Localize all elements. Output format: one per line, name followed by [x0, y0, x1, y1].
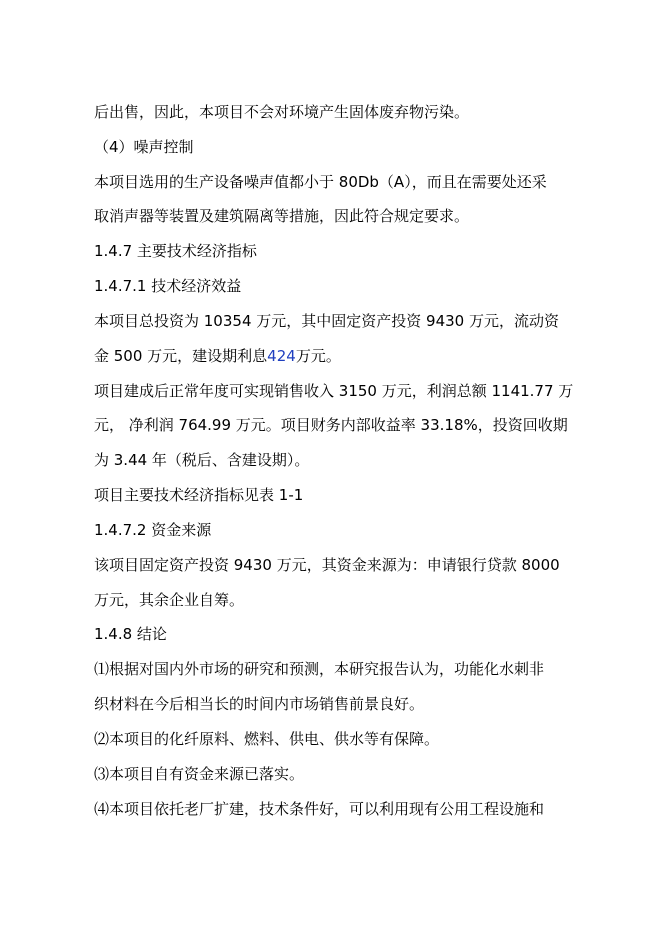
- text-line-8: [94, 346, 341, 366]
- text-line-4: 取消声器等装置及建筑隔离等措施，因此符合规定要求。: [94, 207, 470, 225]
- conclusion-1-line-2: 织材料在今后相当长的时间内市场销售前景良好。: [94, 695, 425, 713]
- text-line-1: 后出售，因此，本项目不会对环境产生固体废弃物污染。: [94, 103, 470, 121]
- interest-unit: 万元。: [295, 347, 341, 365]
- text-line-14: 该项目固定资产投资 9430 万元，其资金来源为：申请银行贷款 8000: [94, 556, 560, 574]
- conclusion-2: ⑵本项目的化纤原料、燃料、供电、供水等有保障。: [94, 730, 440, 748]
- conclusion-1-line-1: ⑴根据对国内外市场的研究和预测，本研究报告认为，功能化水刺非: [94, 660, 545, 678]
- text-line-3: 本项目选用的生产设备噪声值都小于 80Db（A），而且在需要处还采: [94, 173, 547, 191]
- text-line-15: 万元，其余企业自筹。: [94, 591, 245, 609]
- text-line-8-main: 金 500 万元，建设期利息: [94, 347, 268, 365]
- text-line-10: 元， 净利润 764.99 万元。项目财务内部收益率 33.18%，投资回收期: [94, 416, 568, 434]
- section-noise-control: （4）噪声控制: [94, 138, 194, 156]
- heading-1-4-7: 1.4.7 主要技术经济指标: [94, 242, 257, 260]
- conclusion-3: ⑶本项目自有资金来源已落实。: [94, 765, 305, 783]
- heading-1-4-7-1: 1.4.7.1 技术经济效益: [94, 277, 242, 295]
- interest-value: 424: [267, 347, 296, 365]
- text-line-9: 项目建成后正常年度可实现销售收入 3150 万元，利润总额 1141.77 万: [94, 382, 574, 400]
- heading-1-4-7-2: 1.4.7.2 资金来源: [94, 521, 212, 539]
- text-line-7: 本项目总投资为 10354 万元，其中固定资产投资 9430 万元，流动资: [94, 312, 559, 330]
- conclusion-4: ⑷本项目依托老厂扩建，技术条件好，可以利用现有公用工程设施和: [94, 800, 545, 818]
- text-line-11: 为 3.44 年（税后、含建设期）。: [94, 451, 310, 469]
- text-line-12: 项目主要技术经济指标见表 1-1: [94, 486, 304, 504]
- heading-1-4-8: 1.4.8 结论: [94, 625, 167, 643]
